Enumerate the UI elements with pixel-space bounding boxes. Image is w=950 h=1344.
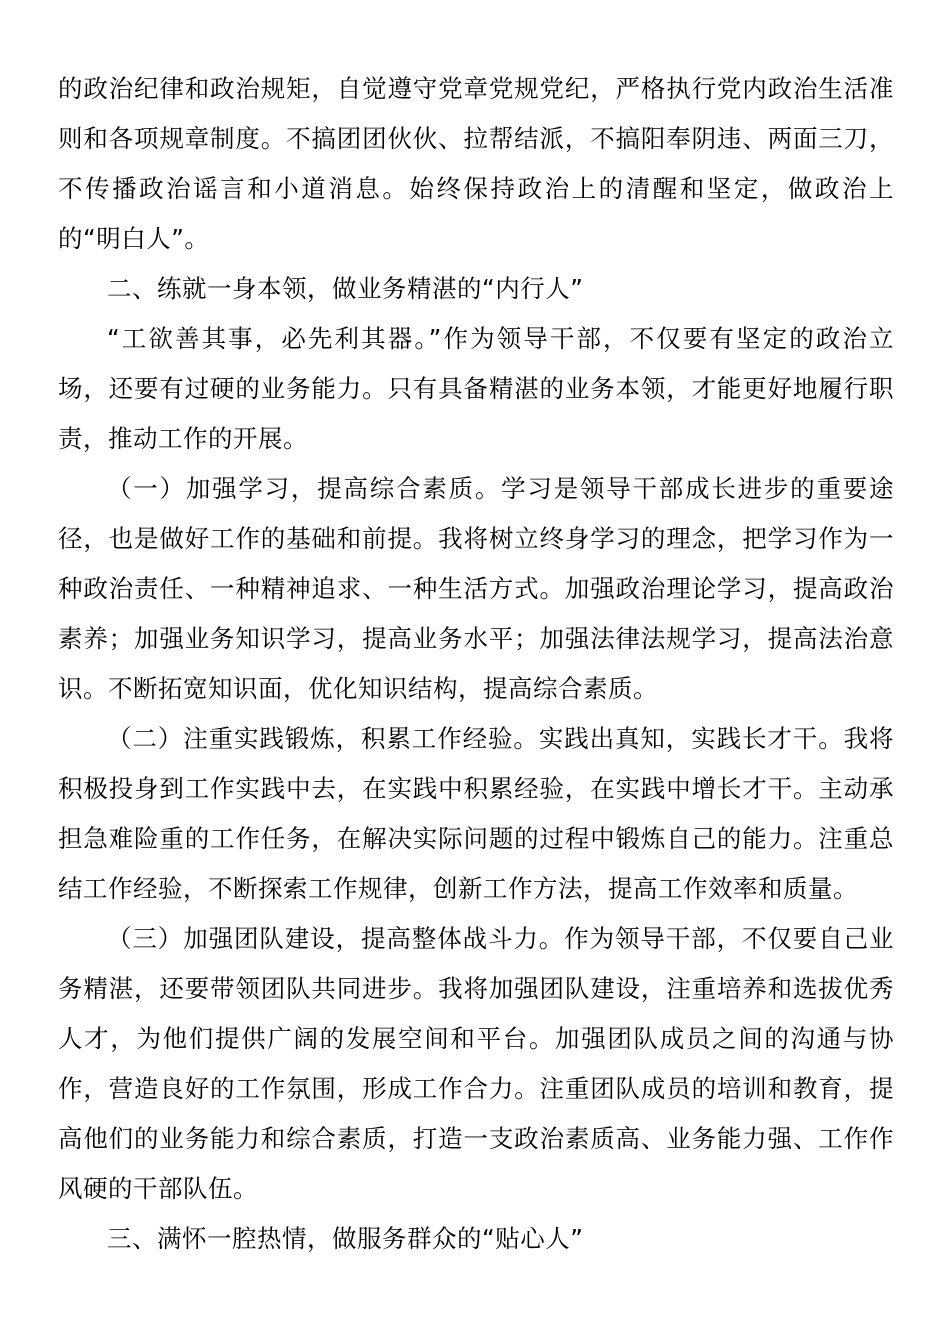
- section-heading-3: 三、满怀一腔热情，做服务群众的“贴心人”: [107, 1224, 584, 1253]
- paragraph-continuation: 的政治纪律和政治规矩，自觉遵守党章党规党纪，严格执行党内政治生活准则和各项规章制度。不搞团团伙伙、拉帮结派，不搞阳奉阴违、两面三刀，不传播政治谣言和小道消息。始终保持政治上的清醒和坚定，做政治上的“明白人”。: [58, 74, 894, 253]
- paragraph-point-2: （二）注重实践锻炼，积累工作经验。实践出真知，实践长才干。我将积极投身到工作实践中去，在实践中积累经验，在实践中增长才干。主动承担急难险重的工作任务，在解决实际问题的过程中锻炼自己的能力。注重总结工作经验，不断探索工作规律，创新工作方法，提高工作效率和质量。: [58, 724, 894, 903]
- section-heading-2: 二、练就一身本领，做业务精湛的“内行人”: [107, 274, 584, 303]
- paragraph-intro-section-2: “工欲善其事，必先利其器。”作为领导干部，不仅要有坚定的政治立场，还要有过硬的业务能力。只有具备精湛的业务本领，才能更好地履行职责，推动工作的开展。: [58, 324, 894, 453]
- paragraph-point-1: （一）加强学习，提高综合素质。学习是领导干部成长进步的重要途径，也是做好工作的基础和前提。我将树立终身学习的理念，把学习作为一种政治责任、一种精神追求、一种生活方式。加强政治理论学习，提高政治素养；加强业务知识学习，提高业务水平；加强法律法规学习，提高法治意识。不断拓宽知识面，优化知识结构，提高综合素质。: [58, 474, 894, 703]
- document-page: [58, 64, 894, 1264]
- paragraph-point-3: （三）加强团队建设，提高整体战斗力。作为领导干部，不仅要自己业务精湛，还要带领团队共同进步。我将加强团队建设，注重培养和选拔优秀人才，为他们提供广阔的发展空间和平台。加强团队成员之间的沟通与协作，营造良好的工作氛围，形成工作合力。注重团队成员的培训和教育，提高他们的业务能力和综合素质，打造一支政治素质高、业务能力强、工作作风硬的干部队伍。: [58, 924, 894, 1203]
